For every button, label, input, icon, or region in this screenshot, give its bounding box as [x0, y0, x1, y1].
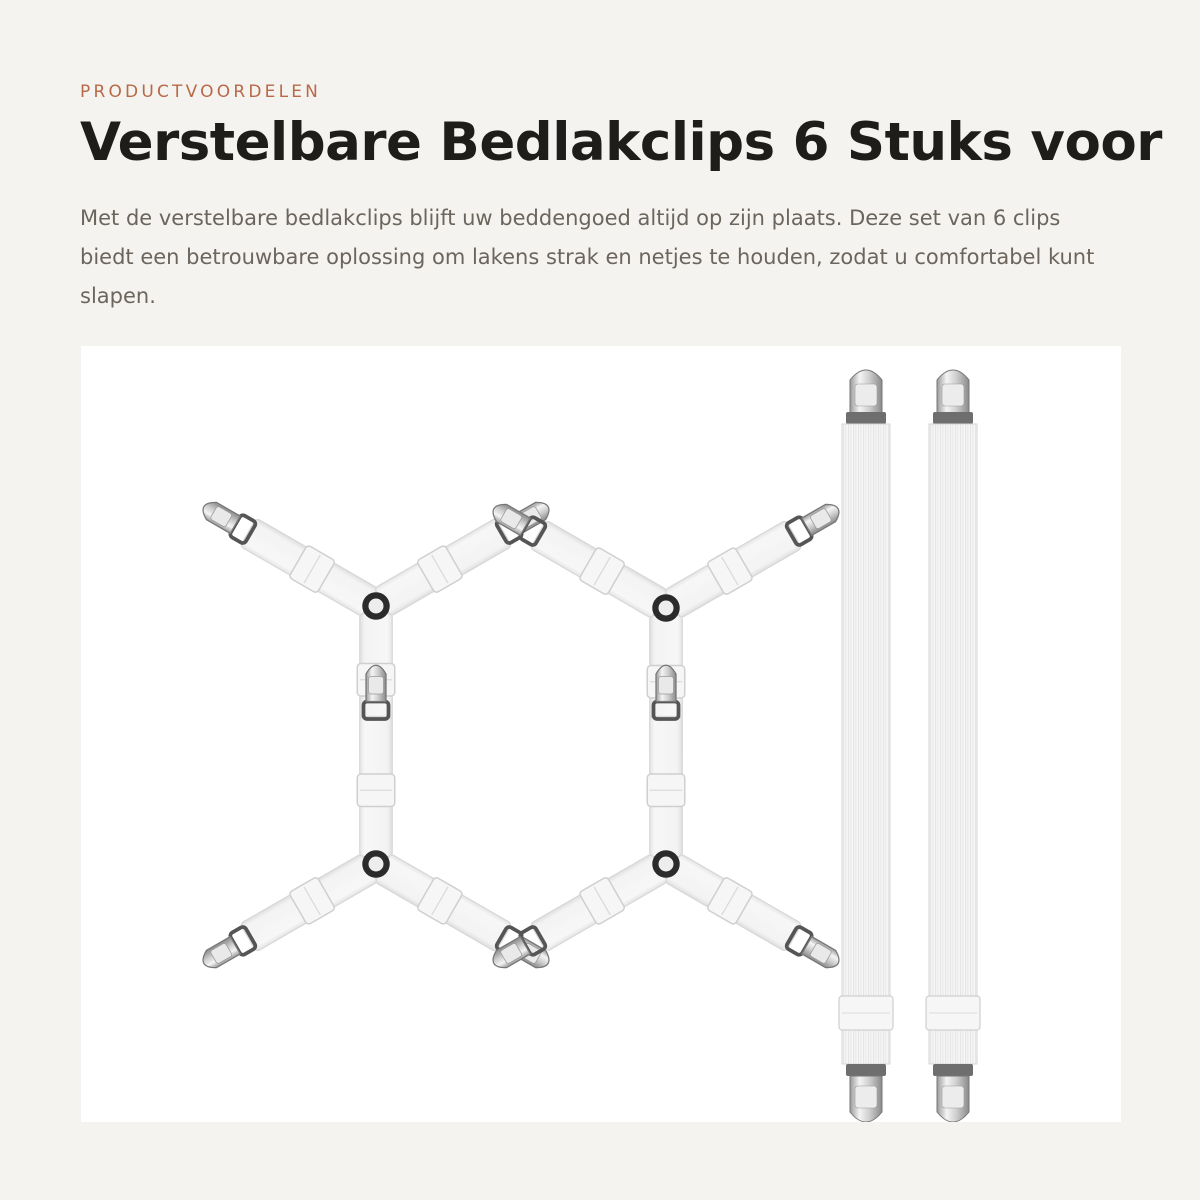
page-title: Verstelbare Bedlakclips 6 Stuks voor [80, 112, 1162, 173]
product-photo-svg [81, 346, 1121, 1122]
product-image [81, 346, 1121, 1122]
straight-strap-left [839, 370, 893, 1122]
straight-strap-right [926, 370, 980, 1122]
product-description: Met de verstelbare bedlakclips blijft uw beddengoed altijd op zijn plaats. Deze set van 6 clips biedt een betrouwbare oplossing om lakens strak en netjes te houden, zodat u comfortabel kunt slapen. [80, 206, 1095, 308]
section-eyebrow: PRODUCTVOORDELEN [80, 82, 322, 102]
